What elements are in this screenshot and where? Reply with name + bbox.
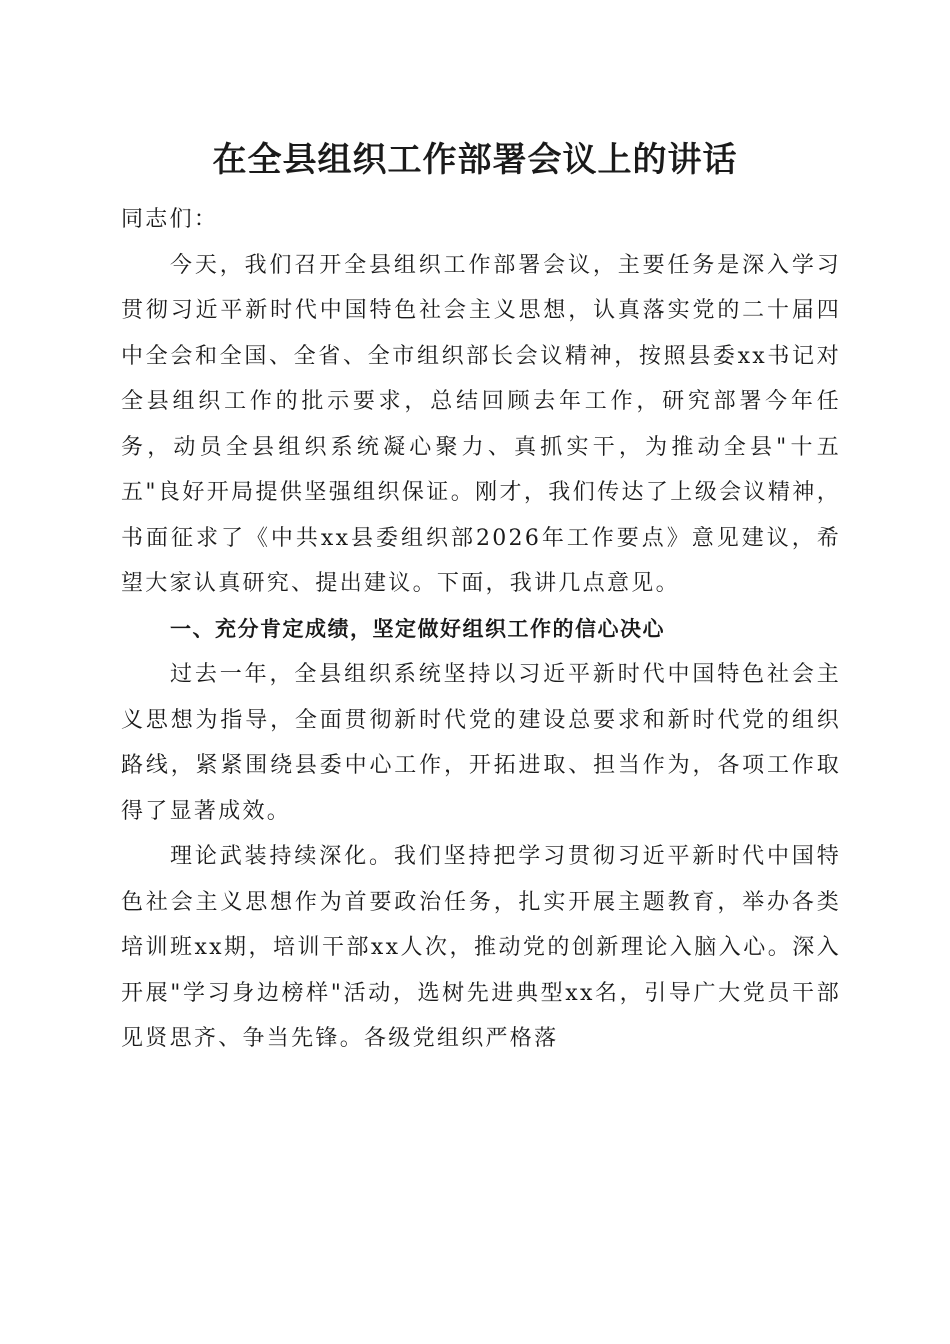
document-body (121, 197, 841, 1062)
opening-paragraph: 今天，我们召开全县组织工作部署会议，主要任务是深入学习贯彻习近平新时代中国特色社会主义思想，认真落实党的二十届四中全会和全国、全省、全市组织部长会议精神，按照县委xx书记对全县组织工作的批示要求，总结回顾去年工作，研究部署今年任务，动员全县组织系统凝心聚力、真抓实干，为推动全县"十五五"良好开局提供坚强组织保证。刚才，我们传达了上级会议精神，书面征求了《中共xx县委组织部2026年工作要点》意见建议，希望大家认真研究、提出建议。下面，我讲几点意见。 (121, 252, 841, 596)
salutation: 同志们： (121, 207, 219, 232)
section-paragraph-1: 过去一年，全县组织系统坚持以习近平新时代中国特色社会主义思想为指导，全面贯彻新时代党的建设总要求和新时代党的组织路线，紧紧围绕县委中心工作，开拓进取、担当作为，各项工作取得了显著成效。 (121, 662, 841, 824)
section-heading: 一、充分肯定成绩，坚定做好组织工作的信心决心 (170, 616, 665, 641)
document-title: 在全县组织工作部署会议上的讲话 (212, 140, 738, 180)
section-paragraph-2: 理论武装持续深化。我们坚持把学习贯彻习近平新时代中国特色社会主义思想作为首要政治任务，扎实开展主题教育，举办各类培训班xx期，培训干部xx人次，推动党的创新理论入脑入心。深入开展"学习身边榜样"活动，选树先进典型xx名，引导广大党员干部见贤思齐、争当先锋。各级党组织严格落 (121, 844, 841, 1051)
